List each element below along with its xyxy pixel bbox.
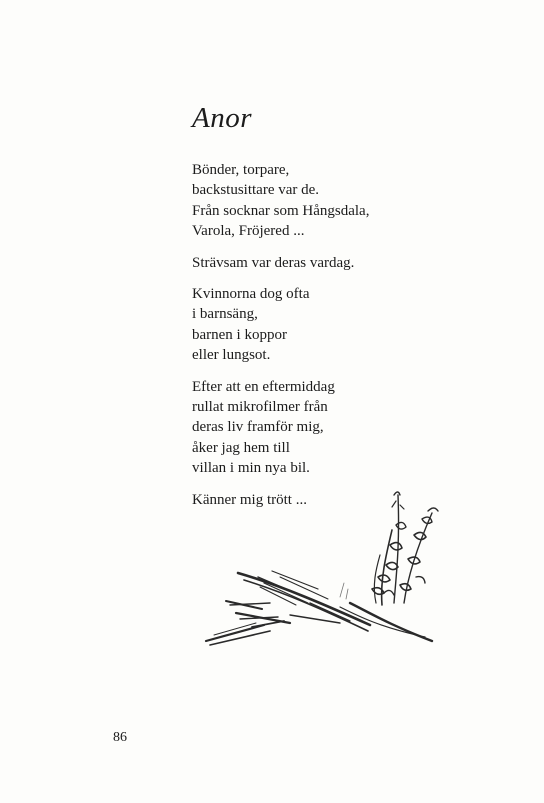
poem-line: Från socknar som Hångsdala, — [192, 202, 370, 219]
poem-line: deras liv framför mig, — [192, 419, 324, 436]
poem-title: Anor — [192, 102, 252, 134]
page-number: 86 — [113, 730, 127, 745]
poem-line: barnen i koppor — [192, 326, 287, 343]
poem-line: Bönder, torpare, — [192, 162, 290, 178]
poem-line: villan i min nya bil. — [192, 460, 310, 477]
stanza-3 — [192, 284, 369, 366]
stanza-2 — [192, 253, 369, 273]
poem-line: eller lungsot. — [192, 347, 271, 364]
stanza-1 — [192, 160, 369, 242]
stanza-4 — [192, 377, 369, 479]
poem-line: Känner mig trött ... — [192, 491, 307, 508]
poem-line: Kvinnorna dog ofta — [192, 286, 310, 303]
plant-sketch-icon — [200, 485, 440, 650]
poem-line: backstusittare var de. — [192, 182, 320, 199]
poem-line: Varola, Fröjered ... — [192, 223, 305, 240]
poem-line: rullat mikrofilmer från — [192, 399, 328, 416]
poem-line: i barnsäng, — [192, 306, 258, 323]
poem-line: Efter att en eftermiddag — [192, 378, 335, 395]
poem-line: åker jag hem till — [192, 439, 290, 456]
poem-line: Strävsam var deras vardag. — [192, 254, 355, 271]
poem-body — [192, 160, 369, 521]
